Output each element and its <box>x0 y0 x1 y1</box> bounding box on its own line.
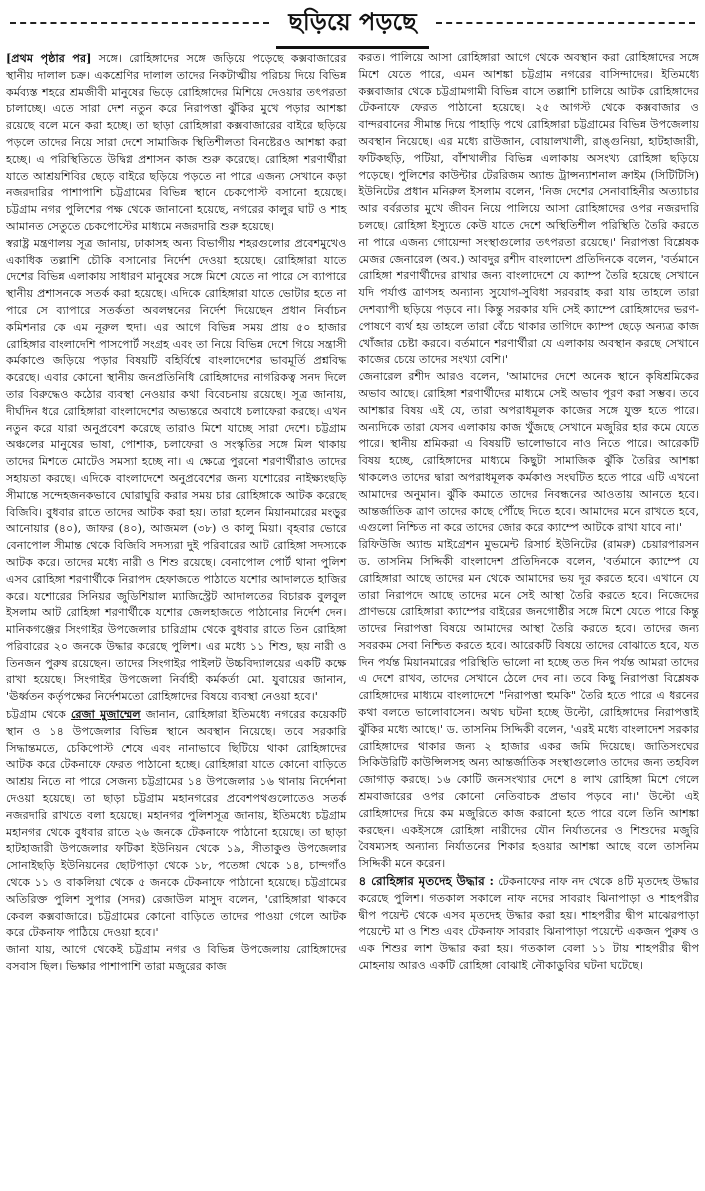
masthead <box>6 0 699 50</box>
left-column <box>6 50 347 1180</box>
paragraph: রিফিউজি অ্যান্ড মাইগ্রেশন মুভমেন্ট রিসার্চ ইউনিটের (রামরু) চেয়ারপারসন ড. তাসনিম সিদ্দিকী বাংলাদেশ প্রতিদিনকে বলেন, 'বর্তমানে ক্যাম্পে যে রোহিঙ্গারা আছে তাদের মন থেকে আমাদের ভয় দূর করতে হবে। এখানে যে তারা নিরাপদে আছে তাদের মনে সেই আস্থা তৈরি করতে হবে। নিজেদের প্রাণভয়ে রোহিঙ্গারা ক্যাম্পের বাইরের জনগোষ্ঠীর সঙ্গে মিশে যেতে পারে কিন্তু তাদের নিরাপত্তা বিষয়ে আমাদের আস্থা তৈরি করতে হবে। তাদের জন্য সবরকম সেবা নিশ্চিত করতে হবে। আরেকটি বিষয়ে তাদের বোঝাতে হবে, যত দিন পর্যন্ত মিয়ানমারের পরিস্থিতি ভালো না হচ্ছে তত দিন পর্যন্ত আমরা তাদের এ দেশে রাখব, তাদের সেখানে ঠেলে দেব না। তবে কিছু নিরাপত্তা বিশ্লেষক রোহিঙ্গাদের মাধ্যমে বাংলাদেশে "নিরাপত্তা হুমকি" তৈরি হতে পারে এ ধরনের কথা বলতে ভালোবাসেন। অথচ ঘটনা হচ্ছে উল্টো, রোহিঙ্গাদের নিরাপত্তাই ঝুঁকির মধ্যে আছে।' ড. তাসনিম সিদ্দিকী বলেন, 'এরই মধ্যে বাংলাদেশ সরকার রোহিঙ্গাদের থাকার জন্য ২ হাজার একর জমি দিয়েছে। জাতিসংঘের সিকিউরিটি কাউন্সিলসহ অন্য আন্তর্জাতিক সংস্থাগুলোও তাদের জন্য তহবিল জোগাড় করছে। ১৬ কোটি জনসংখ্যার দেশে ৪ লাখ রোহিঙ্গা মিশে গেলে শ্রমবাজারের ওপর কোনো নেতিবাচক প্রভাব পড়বে না।' উল্টো এই রোহিঙ্গাদের দিয়ে কম মজুরিতে কাজ করানো হতে পারে বলে তিনি আশঙ্কা করছেন। একইসঙ্গে রোহিঙ্গা নারীদের যৌন নির্যাতনের ও শিশুদের মজুরি বৈষম্যসহ অন্যান্য নির্যাতনের শিকার হওয়ার আশঙ্কা আছে বলে তাসনিম সিদ্দিকী মনে করেন। <box>358 538 699 871</box>
article-columns <box>6 50 699 1180</box>
headline: ছড়িয়ে পড়ছে <box>276 2 428 49</box>
paragraph: জানা যায়, আগে থেকেই চট্টগ্রাম নগর ও বিভিন্ন উপজেলায় রোহিঙ্গাদের বসবাস ছিল। ভিক্ষার পাশাপাশি তারা মজুরের কাজ <box>6 943 347 974</box>
paragraph-text: টেকনাফের নাফ নদ থেকে ৪টি মৃতদেহ উদ্ধার করেছে পুলিশ। গতকাল সকালে নাফ নদের সাবরাং ঝিনাপাড়া ও শাহপরীর দ্বীপ পয়েন্ট থেকে এসব মৃতদেহ উদ্ধার করা হয়। শাহপরীর দ্বীপ মাঝেরপাড়া পয়েন্টে মা ও শিশু এবং টেকনাফ সাবরাং ঝিনাপাড়া পয়েন্টে একজন পুরুষ ও এক শিশুর লাশ উদ্ধার করা হয়। গতকাল বেলা ১১ টায় শাহপরীর দ্বীপ মোহনায় আরও একটি রোহিঙ্গা বোঝাই নৌকাডুবির ঘটনা ঘটেছে। <box>358 875 699 973</box>
right-column <box>359 50 700 1180</box>
subheading: ৪ রোহিঙ্গার মৃতদেহ উদ্ধার : <box>358 874 494 889</box>
paragraph <box>6 50 347 236</box>
paragraph <box>359 873 700 975</box>
paragraph: জেনারেল রশীদ আরও বলেন, 'আমাদের দেশে অনেক স্থানে কৃষিশ্রমিকের অভাব আছে। রোহিঙ্গা শরণার্থীদের মাধ্যমে সেই অভাব পূরণ করা সম্ভব। তবে আশঙ্কার বিষয় এই যে, তারা অপরাধমূলক কাজের সঙ্গে যুক্ত হতে পারে। অন্যদিকে তারা যেসব এলাকায় কাজ খুঁজছে সেখানে মজুরির হার কমে যেতে পারে। স্থানীয় শ্রমিকরা এ বিষয়টি ভালোভাবে নাও নিতে পারে। আরেকটি বিষয় হচ্ছে, রোহিঙ্গাদের মাধ্যমে কিছুটা সামাজিক ঝুঁকি তৈরির আশঙ্কা থাকলেও তাদের দ্বারা অপরাধমূলক কর্মকাণ্ড সংঘটিত হতে পারে এটি এখনো আমাদের অনুমান। ঝুঁকি কমাতে তাদের নিবন্ধনের আওতায় আনতে হবে। আন্তর্জাতিক ত্রাণ তাদের কাছে পৌঁছে দিতে হবে। আমাদের মনে রাখতে হবে, এগুলো নিশ্চিত না করে তাদের জোর করে ক্যাম্পে আটকে রাখা যাবে না।' <box>358 370 699 535</box>
paragraph-text: সঙ্গে। রোহিঙ্গাদের সঙ্গে জড়িয়ে পড়েছে কক্সবাজারের স্থানীয় দালাল চক্র। একশ্রেণির দালাল তাদের নিকটাত্মীয় পরিচয় দিয়ে বিভিন্ন কর্মব্যস্ত শহরে শ্রমজীবী মানুষের ভিড়ে রোহিঙ্গাদের মিশিয়ে দেওয়ার তৎপরতা চালাচ্ছে। এতে সারা দেশ নতুন করে নিরাপত্তা ঝুঁকির মুখে পড়ার আশঙ্কা রয়েছে বলে মনে করা হচ্ছে। তা ছাড়া রোহিঙ্গারা কক্সবাজারের বাইরে ছড়িয়ে পড়লে তাদের নিয়ে সারা দেশে সামাজিক স্থিতিশীলতা বিনষ্টেরও আশঙ্কা করা হচ্ছে। এ পরিস্থিতিতে উদ্বিগ্ন প্রশাসন কাজ শুরু করেছে। রোহিঙ্গা শরণার্থীরা যাতে আশ্রয়শিবির ছেড়ে বাইরে ছড়িয়ে পড়তে না পারে এজন্য সেখানে কড়া নজরদারির পাশাপাশি চট্টগ্রামের বিভিন্ন স্থানে চেকপোস্ট বসানো হয়েছে। চট্টগ্রাম নগর পুলিশের পক্ষ থেকে জানানো হয়েছে, নগরের কালুর ঘাট ও শাহ আমানত সেতুতে চেকপোস্টের মাধ্যমে নজরদারি শুরু হয়েছে। <box>6 52 347 233</box>
paragraph: করত। পালিয়ে আসা রোহিঙ্গারা আগে থেকে অবস্থান করা রোহিঙ্গাদের সঙ্গে মিশে যেতে পারে, এমন আশঙ্কা চট্টগ্রাম নগরের বাসিন্দাদের। ইতিমধ্যে কক্সবাজার থেকে চট্টগ্রামগামী বিভিন্ন বাসে তল্লাশি চালিয়ে আটক রোহিঙ্গাদের টেকনাফে ফেরত পাঠানো হয়েছে। ২৫ আগস্ট থেকে কক্সবাজার ও বান্দরবানের সীমান্ত দিয়ে পাহাড়ি পথে রোহিঙ্গারা চট্টগ্রামের বিভিন্ন উপজেলায় অবস্থান নিয়েছে। এর মধ্যে রাউজান, বোয়ালখালী, রাঙ্গুনিয়া, হাটহাজারী, ফটিকছড়ি, পটিয়া, বাঁশখালীর বিভিন্ন এলাকায় অসংখ্য রোহিঙ্গা ছড়িয়ে পড়েছে। পুলিশের কাউন্টার টেররিজম অ্যান্ড ট্রান্সন্যাশনাল ক্রাইম (সিটিটিসি) ইউনিটের প্রধান মনিরুল ইসলাম বলেন, 'নিজ দেশের সেনাবাহিনীর অত্যাচার আর বর্বরতার মুখে জীবন নিয়ে পালিয়ে আসা রোহিঙ্গাদের ওপর নজরদারি চলছে। রোহিঙ্গা ইস্যুতে কেউ যাতে দেশে অস্থিতিশীল পরিস্থিতি তৈরি করতে না পারে এজন্য গোয়েন্দা সংস্থাগুলোর তৎপরতা রয়েছে।' নিরাপত্তা বিশ্লেষক মেজর জেনারেল (অব.) আবদুর রশীদ বাংলাদেশ প্রতিদিনকে বলেন, 'বর্তমানে রোহিঙ্গা শরণার্থীদের রাখার জন্য বাংলাদেশে যে ক্যাম্প তৈরি হয়েছে সেখানে যদি পর্যাপ্ত ত্রাণসহ অন্যান্য সুযোগ-সুবিধা সরবরাহ করা যায় তাহলে তারা দেশব্যাপী ছড়িয়ে পড়বে না। কিন্তু সরকার যদি সেই ক্যাম্পে রোহিঙ্গাদের ভরণ-পোষণে ব্যর্থ হয় তাহলে তারা বেঁচে থাকার তাগিদে ক্যাম্প ছেড়ে অন্যত্র কাজ খোঁজার চেষ্টা করবে। বর্তমানে শরণার্থীরা যে এলাকায় অবস্থান করছে সেখানে কাজের চেয়ে তাদের সংখ্যা বেশি।' <box>358 51 699 367</box>
paragraph: স্বরাষ্ট্র মন্ত্রণালয় সূত্র জানায়, ঢাকাসহ অন্য বিভাগীয় শহরগুলোর প্রবেশমুখেও একাধিক তল্লাশি চৌকি বসানোর নির্দেশ দেওয়া হয়েছে। রোহিঙ্গারা যাতে দেশের বিভিন্ন এলাকায় সাধারণ মানুষের সঙ্গে মিশে যেতে না পারে সে ব্যাপারে স্থানীয় প্রশাসনকে সতর্ক করা হয়েছে। এদিকে রোহিঙ্গারা যাতে ভোটার হতে না পারে সে ব্যাপারে সতর্কতা অবলম্বনের নির্দেশ দিয়েছেন প্রধান নির্বাচন কমিশনার কে এম নূরুল হুদা। এর আগে বিভিন্ন সময় প্রায় ৫০ হাজার রোহিঙ্গার বাংলাদেশি পাসপোর্ট সংগ্রহ এবং তা নিয়ে বিভিন্ন দেশে গিয়ে সন্ত্রাসী কর্মকাণ্ডে জড়িয়ে পড়ার বিষয়টি বহির্বিশ্বে বাংলাদেশের ভাবমূর্তি প্রশ্নবিদ্ধ করেছে। এবার কোনো স্থানীয় জনপ্রতিনিধি রোহিঙ্গাদের নাগরিকত্ব সনদ দিলে তার বিরুদ্ধেও কঠোর ব্যবস্থা নেওয়ার কথা বিবেচনায় রয়েছে। সূত্র জানায়, দীর্ঘদিন ধরে রোহিঙ্গারা বাংলাদেশের অভ্যন্তরে অবাধে চলাফেরা করছে। এখন নতুন করে যারা অনুপ্রবেশ করেছে তারাও মিশে যাচ্ছে সারা দেশে। চট্টগ্রাম অঞ্চলের মানুষের ভাষা, পোশাক, চলাফেরা ও সংস্কৃতির সঙ্গে মিল থাকায় তাদের মিশতে মোটেও সমস্যা হচ্ছে না। এ ক্ষেত্রে পুরনো শরণার্থীরাও তাদের সহায়তা করছে। এদিকে বাংলাদেশে অনুপ্রবেশের জন্য যশোরের নাইক্ষ্যংছড়ি সীমান্তে সন্দেহজনকভাবে ঘোরাঘুরি করার সময় চার রোহিঙ্গাকে আটক করেছে বিজিবি। বুধবার রাতে তাদের আটক করা হয়। তারা হলেন মিয়ানমারের মংড়ুর আনোয়ার (৪০), জাফর (৪০), আজমল (৩৮) ও কালু মিয়া। বৃহবার ভোরে বেনাপোল সীমান্ত থেকে বিজিবি সদস্যরা দুই পরিবারের আট রোহিঙ্গা সদস্যকে আটক করে। তাদের মধ্যে নারী ও শিশু রয়েছে। বেনাপোল পোর্ট থানা পুলিশ এসব রোহিঙ্গা শরণার্থীকে নিরাপদ হেফাজতে পাঠাতে যশোর আদালতে হাজির করে। যশোরের সিনিয়র জুডিশিয়াল ম্যাজিস্ট্রেট আদালতের বিচারক বুলবুল ইসলাম আট রোহিঙ্গা শরণার্থীকে যশোর জেলহাজতে পাঠানোর নির্দেশ দেন। মানিকগঞ্জের সিংগাইর উপজেলার চারিগ্রাম থেকে বুধবার রাতে তিন রোহিঙ্গা পরিবারের ২০ জনকে উদ্ধার করেছে পুলিশ। এর মধ্যে ১১ শিশু, ছয় নারী ও তিনজন পুরুষ রয়েছেন। তাদের সিংগাইর পাইলট উচ্চবিদ্যালয়ের একটি কক্ষে রাখা হয়েছে। সিংগাইর উপজেলা নির্বাহী কর্মকর্তা মো. যুবায়ের জানান, 'ঊর্ধ্বতন কর্তৃপক্ষের নির্দেশমতো রোহিঙ্গাদের বিষয়ে ব্যবস্থা নেওয়া হবে।' <box>6 236 347 704</box>
paragraph <box>6 706 347 942</box>
continuation-label: [ প্রথম পৃষ্ঠার পর ] <box>6 51 91 65</box>
byline: রেজা মুজাম্মেল <box>70 707 141 722</box>
paragraph-text: চট্টগ্রাম থেকে <box>6 708 66 722</box>
paragraph-text: জানান, রোহিঙ্গারা ইতিমধ্যে নগরের কয়েকটি স্থান ও ১৪ উপজেলার বিভিন্ন স্থানে অবস্থান নিয়েছে। তবে সরকারি সিদ্ধান্তমতে, চেকিপোস্ট শেষে এবং নানাভাবে ছিটিয়ে থাকা রোহিঙ্গাদের আটক করে টেকনাফে ফেরত পাঠানো হচ্ছে। রোহিঙ্গারা যাতে কোনো বাড়িতে আশ্রয় নিতে না পারে সেজন্য চট্টগ্রামের ১৪ উপজেলার ১৬ থানায় নির্দেশনা দেওয়া হয়েছে। তা ছাড়া চট্টগ্রাম মহানগরের প্রবেশপথগুলোতেও সতর্ক নজরদারি রাখতে বলা হয়েছে। মহানগর পুলিশসূত্র জানায়, ইতিমধ্যে চট্টগ্রাম মহানগর থেকে বুধবার রাতে ২৬ জনকে টেকনাফে পাঠানো হয়েছে। তা ছাড়া হাটহাজারী উপজেলার ফটিকা ইউনিয়ন থেকে ১৯, সীতাকুণ্ড উপজেলার সোনাইছড়ি ইউনিয়নের ছোটপাড়া থেকে ১৮, পতেঙ্গা থেকে ১৪, চান্দগাঁও থেকে ১১ ও বাকলিয়া থেকে ৫ জনকে টেকনাফে পাঠানো হয়েছে। চট্টগ্রামের অতিরিক্ত পুলিশ সুপার (সদর) রেজাউল মাসুদ বলেন, 'রোহিঙ্গারা থাকবে কেবল কক্সবাজারে। চট্টগ্রামের কোনো বাড়িতে তাদের পাওয়া গেলে আটক করে টেকনাফ পাঠিয়ে দেওয়া হবে।' <box>6 708 347 940</box>
